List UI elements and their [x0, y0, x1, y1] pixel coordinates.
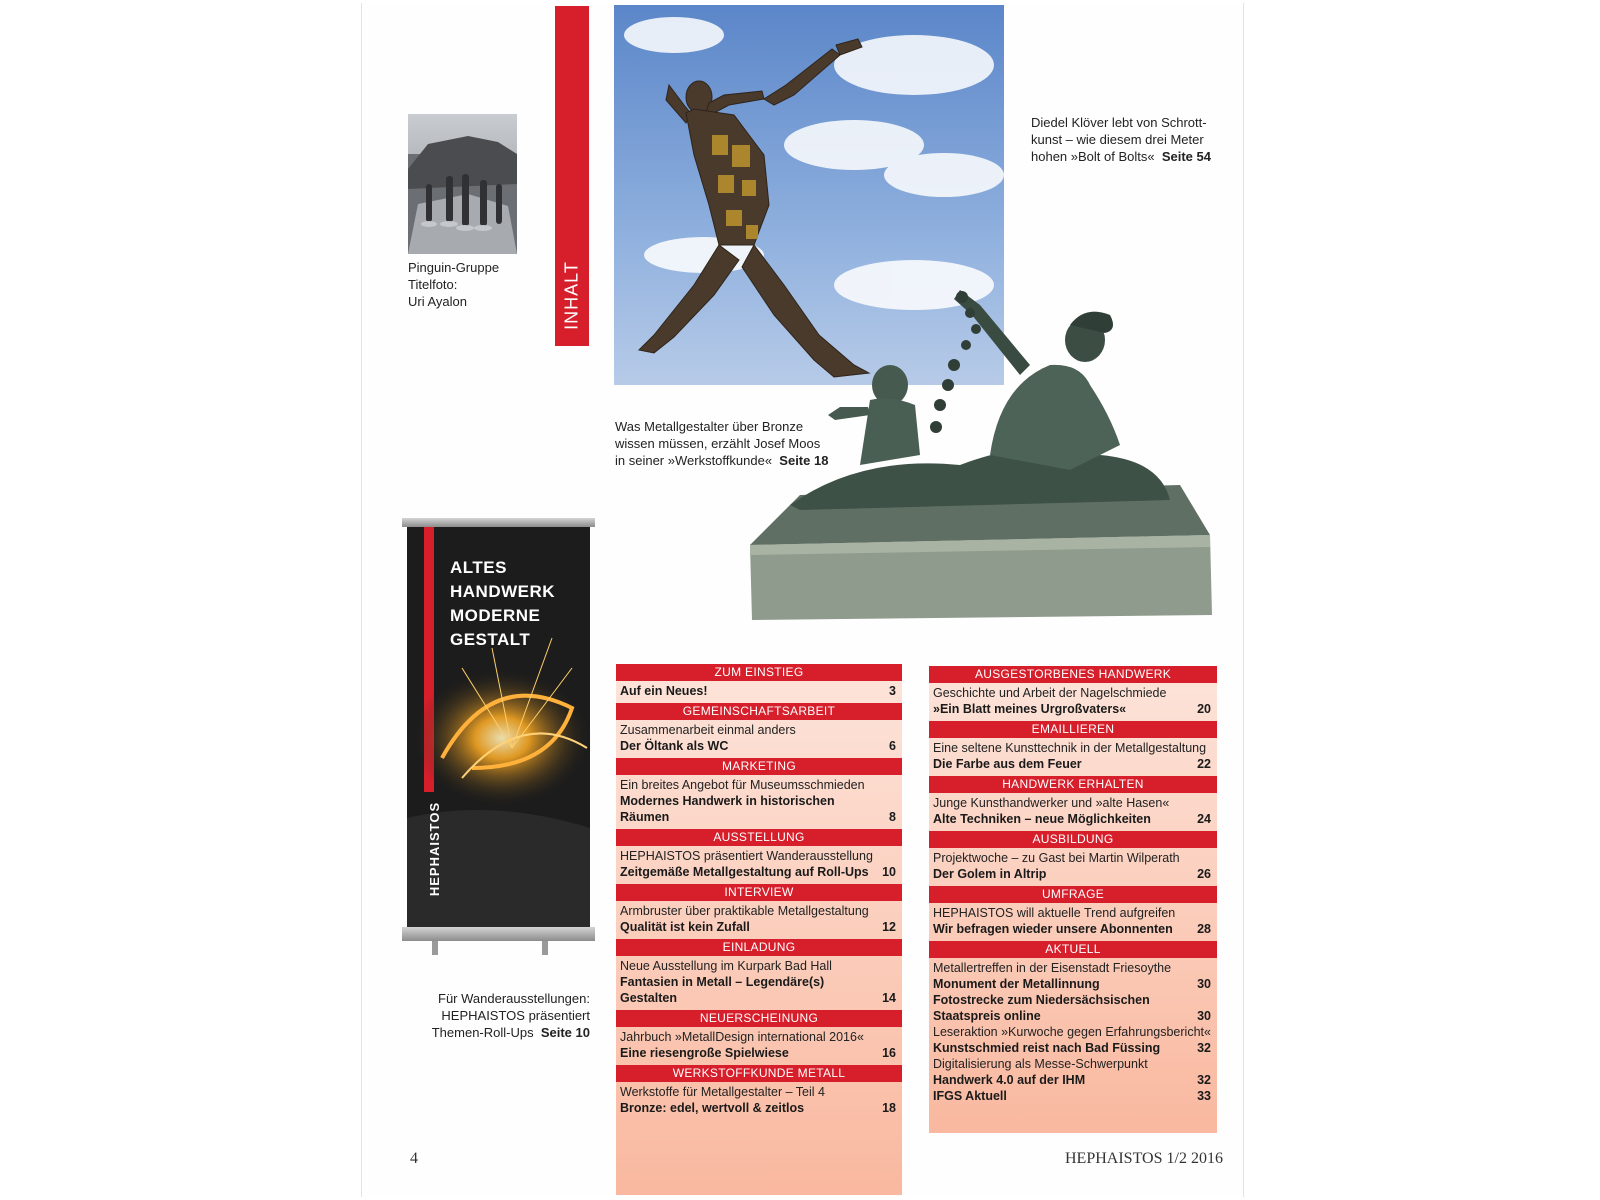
toc-entry-title: Der Öltank als WC	[620, 739, 729, 753]
rollup-caption: Für Wanderausstellungen: HEPHAISTOS präsentiert Themen-Roll-Ups Seite 10	[431, 991, 590, 1040]
toc-entry-subtitle: Projektwoche – zu Gast bei Martin Wilperath	[933, 851, 1180, 865]
toc-section-heading: WERKSTOFFKUNDE METALL	[616, 1065, 902, 1082]
toc-entry[interactable]	[929, 740, 1217, 772]
toc-entry[interactable]	[929, 992, 1217, 1024]
toc-entry[interactable]	[616, 903, 902, 935]
bronze-caption: Was Metallgestalter über Bronze wissen müssen, erzählt Josef Moos in seiner »Werkstoffkunde« Seite 18	[615, 419, 829, 468]
toc-entry-subtitle: Digitalisierung als Messe-Schwerpunkt	[933, 1057, 1148, 1071]
toc-entry[interactable]	[929, 850, 1217, 882]
toc-entry-page: 30	[1197, 977, 1211, 991]
inhalt-bar	[555, 6, 589, 346]
toc-entry[interactable]	[616, 777, 902, 825]
rollup-brand: HEPHAISTOS	[427, 801, 442, 897]
toc-entry-subtitle: Werkstoffe für Metallgestalter – Teil 4	[620, 1085, 825, 1099]
toc-entry-page: 12	[882, 920, 896, 934]
toc-entry[interactable]	[616, 683, 902, 699]
toc-entry-page: 33	[1197, 1089, 1211, 1103]
toc-entry[interactable]	[929, 960, 1217, 992]
toc-section-heading: AUSSTELLUNG	[616, 829, 902, 846]
toc-section-heading: AUSBILDUNG	[929, 831, 1217, 848]
toc-entry-subtitle: Neue Ausstellung im Kurpark Bad Hall	[620, 959, 832, 973]
issue-label: HEPHAISTOS 1/2 2016	[1065, 1150, 1223, 1167]
toc-section-heading: HANDWERK ERHALTEN	[929, 776, 1217, 793]
toc-entry[interactable]	[929, 1056, 1217, 1088]
toc-entry-subtitle: Ein breites Angebot für Museumsschmieden	[620, 778, 865, 792]
toc-section-heading: ZUM EINSTIEG	[616, 664, 902, 681]
toc-entry-page: 26	[1197, 867, 1211, 881]
toc-entry-title: Auf ein Neues!	[620, 684, 708, 698]
toc-entry-title: Fotostrecke zum Niedersächsischen Staatspreis online	[933, 993, 1150, 1023]
toc-section-heading: NEUERSCHEINUNG	[616, 1010, 902, 1027]
toc-entry-page: 18	[882, 1101, 896, 1115]
toc-entry-subtitle: Jahrbuch »MetallDesign international 2016«	[620, 1030, 864, 1044]
toc-entry-title: Zeitgemäße Metallgestaltung auf Roll-Ups	[620, 865, 869, 879]
toc-entry-subtitle: Metallertreffen in der Eisenstadt Friesoythe	[933, 961, 1172, 975]
toc-entry[interactable]	[929, 795, 1217, 827]
toc-entry-title: Alte Techniken – neue Möglichkeiten	[933, 812, 1151, 826]
toc-entry[interactable]	[929, 1024, 1217, 1056]
toc-entry-page: 16	[882, 1046, 896, 1060]
toc-entry-title: Bronze: edel, wertvoll & zeitlos	[620, 1101, 805, 1115]
toc-entry-page: 24	[1197, 812, 1211, 826]
toc-entry-page: 6	[889, 739, 896, 753]
toc-entry-page: 30	[1197, 1009, 1211, 1023]
toc-section-heading: EINLADUNG	[616, 939, 902, 956]
toc-entry[interactable]	[616, 958, 902, 1006]
rollup-slogan: ALTES HANDWERK MODERNE GESTALT	[450, 558, 556, 649]
toc-entry-subtitle: Geschichte und Arbeit der Nagelschmiede	[933, 686, 1167, 700]
toc-entry-subtitle: HEPHAISTOS präsentiert Wanderausstellung	[620, 849, 873, 863]
toc-entry-title: Fantasien in Metall – Legendäre(s) Gestalten	[620, 975, 825, 1005]
toc-entry-subtitle: Leseraktion »Kurwoche gegen Erfahrungsbericht«	[933, 1025, 1211, 1039]
toc-entry-page: 28	[1197, 922, 1211, 936]
page-number: 4	[410, 1150, 418, 1167]
toc-entry-subtitle: HEPHAISTOS will aktuelle Trend aufgreifen	[933, 906, 1176, 920]
inhalt-label: INHALT	[561, 261, 582, 330]
toc-entry-subtitle: Eine seltene Kunsttechnik in der Metallgestaltung	[933, 741, 1207, 755]
toc-section-heading: UMFRAGE	[929, 886, 1217, 903]
toc-entry-subtitle: Armbruster über praktikable Metallgestaltung	[620, 904, 869, 918]
toc-entry-title: Handwerk 4.0 auf der IHM	[933, 1073, 1086, 1087]
toc-entry-page: 32	[1197, 1073, 1211, 1087]
toc-entry[interactable]	[929, 1088, 1217, 1104]
toc-entry[interactable]	[929, 685, 1217, 717]
toc-entry-title: Wir befragen wieder unsere Abonnenten	[933, 922, 1173, 936]
toc-entry-title: IFGS Aktuell	[933, 1089, 1007, 1103]
toc-left-column	[616, 664, 902, 1195]
pinguin-photo	[408, 114, 517, 254]
toc-entry-subtitle: Zusammenarbeit einmal anders	[620, 723, 796, 737]
toc-section-heading: INTERVIEW	[616, 884, 902, 901]
toc-section-heading: EMAILLIEREN	[929, 721, 1217, 738]
toc-section-heading: GEMEINSCHAFTSARBEIT	[616, 703, 902, 720]
toc-entry-title: Qualität ist kein Zufall	[620, 920, 750, 934]
pinguin-caption: Pinguin-Gruppe Titelfoto: Uri Ayalon	[408, 260, 500, 309]
toc-entry-title: Der Golem in Altrip	[933, 867, 1047, 881]
bolt-caption: Diedel Klöver lebt von Schrott- kunst – wie diesem drei Meter hohen »Bolt of Bolts« Seite 54	[1031, 115, 1211, 164]
toc-entry-title: Kunstschmied reist nach Bad Füssing	[933, 1041, 1161, 1055]
toc-entry-title: »Ein Blatt meines Urgroßvaters«	[933, 702, 1127, 716]
toc-entry[interactable]	[616, 1029, 902, 1061]
toc-entry-title: Modernes Handwerk in historischen Räumen	[620, 794, 835, 824]
toc-entry[interactable]	[616, 1084, 902, 1116]
toc-entry[interactable]	[616, 848, 902, 880]
toc-entry-page: 20	[1197, 702, 1211, 716]
toc-entry-page: 22	[1197, 757, 1211, 771]
toc-entry-subtitle: Junge Kunsthandwerker und »alte Hasen«	[933, 796, 1170, 810]
toc-entry[interactable]	[616, 722, 902, 754]
toc-entry[interactable]	[929, 905, 1217, 937]
toc-entry-page: 3	[889, 684, 896, 698]
toc-right-column	[929, 666, 1217, 1133]
toc-entry-page: 14	[882, 991, 896, 1005]
toc-section-heading: MARKETING	[616, 758, 902, 775]
toc-entry-page: 8	[889, 810, 896, 824]
toc-entry-title: Die Farbe aus dem Feuer	[933, 757, 1082, 771]
toc-entry-title: Eine riesengroße Spielwiese	[620, 1046, 789, 1060]
toc-section-heading: AKTUELL	[929, 941, 1217, 958]
toc-section-heading: AUSGESTORBENES HANDWERK	[929, 666, 1217, 683]
toc-entry-title: Monument der Metallinnung	[933, 977, 1100, 991]
toc-entry-page: 32	[1197, 1041, 1211, 1055]
toc-entry-page: 10	[882, 865, 896, 879]
